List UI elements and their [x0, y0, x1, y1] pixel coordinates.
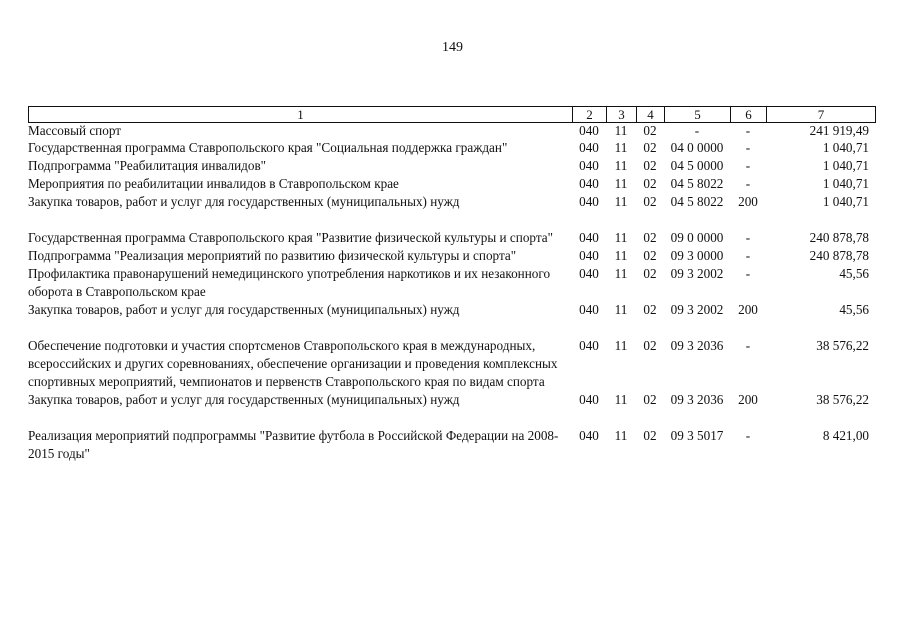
row-code-a: 040: [579, 158, 599, 173]
row-code-e: -: [745, 230, 751, 245]
row-code-c: 02: [643, 248, 657, 263]
row-code-c: 02: [643, 140, 657, 155]
row-name: Подпрограмма "Реабилитация инвалидов": [28, 158, 267, 173]
row-spacer: [28, 211, 875, 229]
row-code-e: -: [745, 428, 751, 443]
row-code-b: 11: [614, 176, 628, 191]
header-col-2: 2: [573, 107, 607, 123]
row-code-d: 09 3 2036: [670, 392, 724, 407]
row-code-a: 040: [579, 392, 599, 407]
row-name: Закупка товаров, работ и услуг для государственных (муниципальных) нужд: [28, 392, 460, 407]
row-code-d: 09 3 5017: [670, 428, 724, 443]
row-sum: 45,56: [839, 266, 869, 281]
row-code-c: 02: [643, 158, 657, 173]
row-name: Подпрограмма "Реализация мероприятий по развитию физической культуры и спорта": [28, 248, 517, 263]
row-code-d: 09 3 2036: [670, 338, 724, 353]
row-code-a: 040: [579, 338, 599, 353]
header-col-6: 6: [731, 107, 767, 123]
row-code-e: -: [745, 158, 751, 173]
row-code-c: 02: [643, 266, 657, 281]
row-sum: 8 421,00: [822, 428, 869, 443]
table-row: [28, 337, 875, 391]
row-code-a: 040: [579, 140, 599, 155]
row-code-e: -: [745, 176, 751, 191]
row-code-b: 11: [614, 428, 628, 443]
row-code-a: 040: [579, 266, 599, 281]
row-code-e: -: [745, 266, 751, 281]
header-col-7: 7: [767, 107, 876, 123]
table-row: [28, 265, 875, 301]
row-code-a: 040: [579, 248, 599, 263]
row-code-e: -: [745, 248, 751, 263]
row-code-b: 11: [614, 194, 628, 209]
row-code-d: 04 5 8022: [670, 194, 724, 209]
row-code-c: 02: [643, 123, 657, 138]
row-code-c: 02: [643, 392, 657, 407]
row-code-e: 200: [738, 392, 758, 407]
table-header: [28, 106, 876, 123]
row-sum: 1 040,71: [822, 194, 869, 209]
row-code-e: -: [745, 338, 751, 353]
header-col-1: 1: [29, 107, 573, 123]
row-code-e: 200: [738, 194, 758, 209]
row-sum: 1 040,71: [822, 176, 869, 191]
row-code-d: 04 5 0000: [670, 158, 724, 173]
header-col-5: 5: [665, 107, 731, 123]
table-row: [28, 391, 875, 409]
row-code-b: 11: [614, 230, 628, 245]
row-sum: 241 919,49: [809, 123, 869, 138]
row-code-d: 04 5 8022: [670, 176, 724, 191]
row-code-c: 02: [643, 176, 657, 191]
row-sum: 38 576,22: [816, 392, 869, 407]
row-code-b: 11: [614, 266, 628, 281]
row-name: Закупка товаров, работ и услуг для государственных (муниципальных) нужд: [28, 194, 460, 209]
row-name: Массовый спорт: [28, 123, 122, 138]
table-row: [28, 193, 875, 211]
table-row: [28, 123, 875, 139]
row-code-b: 11: [614, 123, 628, 138]
row-sum: 38 576,22: [816, 338, 869, 353]
row-sum: 1 040,71: [822, 158, 869, 173]
row-code-e: -: [745, 140, 751, 155]
row-code-c: 02: [643, 230, 657, 245]
row-code-a: 040: [579, 302, 599, 317]
header-col-3: 3: [607, 107, 637, 123]
row-code-b: 11: [614, 248, 628, 263]
row-code-a: 040: [579, 176, 599, 191]
row-code-d: 09 3 2002: [670, 302, 724, 317]
row-sum: 240 878,78: [809, 230, 869, 245]
row-code-b: 11: [614, 338, 628, 353]
row-code-c: 02: [643, 428, 657, 443]
row-code-a: 040: [579, 230, 599, 245]
row-code-a: 040: [579, 428, 599, 443]
table-row: [28, 301, 875, 319]
row-code-b: 11: [614, 158, 628, 173]
row-name: Закупка товаров, работ и услуг для государственных (муниципальных) нужд: [28, 302, 460, 317]
row-code-e: -: [745, 123, 751, 138]
page-number: 149: [442, 40, 463, 55]
row-code-d: 04 0 0000: [670, 140, 724, 155]
table-row: [28, 139, 875, 157]
table-row: [28, 157, 875, 175]
row-name: Государственная программа Ставропольского края "Социальная поддержка граждан": [28, 140, 508, 155]
row-code-d: 09 3 2002: [670, 266, 724, 281]
header-col-4: 4: [637, 107, 665, 123]
table-row: [28, 427, 875, 463]
row-code-b: 11: [614, 302, 628, 317]
row-spacer: [28, 319, 875, 337]
row-code-a: 040: [579, 123, 599, 138]
table-row: [28, 247, 875, 265]
row-code-c: 02: [643, 338, 657, 353]
row-name: Государственная программа Ставропольского края "Развитие физической культуры и спорта": [28, 230, 553, 245]
row-code-d: -: [694, 123, 700, 138]
row-sum: 240 878,78: [809, 248, 869, 263]
row-name: Профилактика правонарушений немедицинского употребления наркотиков и их незаконного оборота в Ставропольском крае: [28, 266, 551, 299]
row-code-a: 040: [579, 194, 599, 209]
row-name: Реализация мероприятий подпрограммы "Развитие футбола в Российской Федерации на 2008-2015 годы": [28, 428, 559, 461]
row-name: Мероприятия по реабилитации инвалидов в Ставропольском крае: [28, 176, 399, 191]
row-sum: 1 040,71: [822, 140, 869, 155]
table-row: [28, 175, 875, 193]
row-name: Обеспечение подготовки и участия спортсменов Ставропольского края в международных, всероссийских и других соревнованиях, обеспечение организации и проведения комплексных спортивных мероприятий, чемпионатов и первенств Ставропольского края по видам спорта: [28, 338, 558, 389]
table-row: [28, 229, 875, 247]
row-code-b: 11: [614, 392, 628, 407]
budget-table: [28, 123, 875, 463]
row-code-b: 11: [614, 140, 628, 155]
row-code-e: 200: [738, 302, 758, 317]
row-code-d: 09 0 0000: [670, 230, 724, 245]
row-code-c: 02: [643, 302, 657, 317]
row-spacer: [28, 409, 875, 427]
row-code-c: 02: [643, 194, 657, 209]
row-code-d: 09 3 0000: [670, 248, 724, 263]
row-sum: 45,56: [839, 302, 869, 317]
